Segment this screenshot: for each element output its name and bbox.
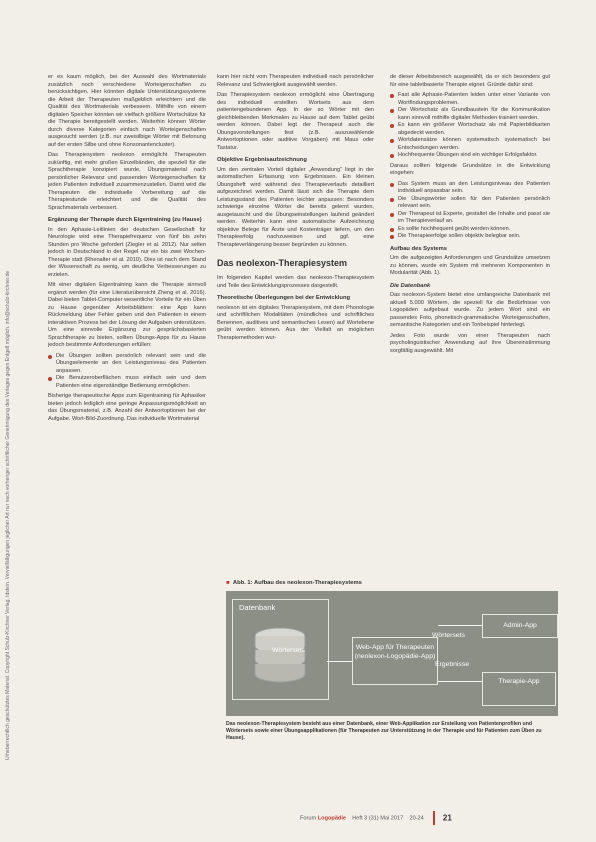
figure-caption: Das neolexon-Therapiesystem besteht aus einer Datenbank, einer Web-Applikation zur Erstellung von Patientenprofilen und Wörtersets sowie einer Übungsapplikationen (für Therapeuten zur Unterstützung in der Therapie und für Patienten zum Üben zu Hause). <box>226 721 542 741</box>
paragraph: Jedes Foto wurde von einer Therapeuten nach psycholinguistischer Anwendung auf ihre Übereinstimmung sorgfältig ausgewählt. Mit <box>390 332 550 354</box>
list-item: Es kann ein größerer Wortschatz als mit Papierbildkarten abgedeckt werden. <box>390 122 550 137</box>
paragraph: Bisherige therapeutische Apps zum Eigentraining für Aphasiker bieten jedoch lediglich eine geringe Anpassungsmöglichkeit an das Übungsmaterial, z.B. Anzahl der Antwortoptionen bei der Aufgabe. Wort-Bild-Zuordnung. Das individuelle Wortmaterial <box>48 393 206 422</box>
list-item: Der Therapeut ist Experte, gestaltet die Inhalte und passt sie im Therapieverlauf an. <box>390 211 550 226</box>
database-label: Datenbank <box>239 603 276 612</box>
paragraph: de dieser Arbeitsbereich ausgewählt, da er sich besonders gut für eine tabletbasierte Therapie eignet. Gründe dafür sind: <box>390 74 550 88</box>
list-item: Es sollte hochfrequent geübt werden können. <box>390 226 550 234</box>
journal-logo: Logopädie <box>317 815 347 822</box>
wordsets-left-label: Wörtersets <box>272 647 305 654</box>
figure-marker-icon: ■ <box>226 580 230 586</box>
list-item: Die Therapieerfolge sollen objektiv belegbar sein. <box>390 233 550 241</box>
section-heading: Ergänzung der Therapie durch Eigentraining (zu Hause) <box>48 217 202 223</box>
requirements-list <box>48 353 206 391</box>
paragraph: neolexon ist ein digitales Therapiesystem, mit dem Phonologie und schriftlichen Modalitäten (mündliches und schriftliches Benennen, auditives und semantisches Lesen) auf Wortebene geübt werden können. Aus der Vielfalt an möglichen Therapiemethoden wur- <box>217 304 374 341</box>
bullet-icon <box>390 94 394 98</box>
paragraph: kann hier nicht vom Therapeuten individuell nach persönlicher Relevanz und Schwierigkeit ausgewählt werden. <box>217 74 374 88</box>
text-column-1 <box>48 74 206 426</box>
list-item: Der Wortschatz als Grundbaustein für die Kommunikation kann sinnvoll mithilfe digitaler Methoden trainiert werden. <box>390 107 550 122</box>
bullet-icon <box>48 377 52 381</box>
text-column-3 <box>390 74 550 358</box>
paragraph: In den Aphasie-Leitlinien der deutschen Gesellschaft für Neurologie wird eine Therapiefrequenz von fünf bis zehn Stunden pro Woche gefordert (Ziegler et al. 2012). Nur selten jedoch in Deutschland in der Regel nur ein bis zwei Wochen-Therapie statt (Rhenalter et al. 2010). Dies ist nach dem Stand der Wissenschaft zu wenig, um deutliche Verbesserungen zu erzielen. <box>48 226 206 278</box>
journal-prefix: Forum <box>300 815 317 822</box>
reasons-list <box>390 92 550 160</box>
paragraph: Das Therapiesystem neolexon ermöglicht Therapeuten zukünftig, mit mehr großen Einzelbänden, die speziell für die Sprachtherapie konzipiert wurde, Übungsmaterial nach persönlicher Relevanz und passenden Worteigenschaften für jeden Patienten individuell zusammenzustellen. Damit wird die Therapeuten die individuelle Vorbereitung auf die Therapiestunde erleichtert und die Qualität des Sprachmaterials verbessert. <box>48 152 206 211</box>
figure-title: ■ Abb. 1: Aufbau des neolexon-Therapiesystems <box>226 580 362 586</box>
section-heading: Theoretische Überlegungen bei der Entwicklung <box>217 295 351 301</box>
admin-app-box: Admin-App <box>482 614 558 638</box>
subsection-heading: Die Datenbank <box>390 282 431 289</box>
list-item: Fast alle Aphasie-Patienten leiden unter einer Variante von Wortfindungsproblemen. <box>390 92 550 107</box>
therapy-app-box: Therapie-App <box>482 672 556 706</box>
paragraph: Um den zentralen Vorteil digitaler „Anwendung“ liegt in der automatischen Erfassung von Ergebnissen. Ein kleinen Übungsheft wird während des Therapieverlaufs detailliert aufgezeichnet werden. Damit lässt sich die Therapie dem Leistungsstand des Patienten leichter anpassen: Besonders schwierige einzelne Wörter die bereits gelernt wurden, ausgetauscht und die Übungseinstellungen laufend geändert werden. Weiterhin kann eine automatische Aufzeichnung objektive Belege für Ärzte und Kostenträger liefern, um den Therapieerfolg nachzuweisen und ggf. eine Therapieverlängerung besser begründen zu können. <box>217 166 374 248</box>
paragraph: Daraus sollten folgende Grundsätze in die Entwicklung eingehen: <box>390 162 550 176</box>
connector-web-admin <box>438 625 482 626</box>
list-item: Wortdatensätze können systematisch systematisch bei Entscheidungen werden. <box>390 137 550 152</box>
text-column-2 <box>217 74 374 345</box>
list-item: Die Benutzeroberflächen muss einfach sein und dem Patienten eine eigenständige Bedienung ermöglichen. <box>48 375 206 390</box>
bullet-icon <box>390 124 394 128</box>
bullet-icon <box>390 235 394 239</box>
paragraph: Mit einer digitalen Eigentraining kann die Therapie sinnvoll ergänzt werden (für eine Literaturübersicht Zheng et al. 2016). Dabei bieten Tablet-Computer wesentliche Vorteile für ein Üben zu Hause gegenüber Arbeitsblättern: eine App kann Rückmeldung über Fehler geben und den Patienten in einem interaktiven Prozess bei der Lösung der Aufgaben unterstützen. Um eine sinnvolle Ergänzung zur gesprächsbasierten Sprachtherapie zu bieten, sollten Übungs-Apps für zu Hause jedoch bestimmte Anforderungen erfüllen: <box>48 282 206 348</box>
system-diagram <box>226 591 558 716</box>
bullet-icon <box>390 139 394 143</box>
footer-divider <box>433 811 435 825</box>
list-item: Hochfrequente Übungen sind ein wichtiger Erfolgsfaktor. <box>390 152 550 160</box>
paragraph: Das neolexon-System bietet eine umfangreiche Datenbank mit aktuell 5.000 Wörtern, die speziell für die Bedürfnisse von Logopäden aufgebaut wurde. Zu jedem Wort sind ein passendes Foto, phonetisch-grammatische Worteigenschaften, semantische Kategorien und ein Tonbeispiel hinterlegt. <box>390 292 550 328</box>
paragraph: er es kaum möglich, bei der Auswahl des Wortmaterials zusätzlich noch verschiedene Worteigenschaften zu berücksichtigen. Hier könnten digitale Unterstützungssysteme die Arbeit der Therapeuten maßgeblich erleichtern und die Qualität des Wortmaterials verbessern. Mithilfe von einem digitalen Speicher könnten wir vielfach größere Wortschätze für die Therapie bereitgestellt werden. Weiterhin können Wörter durch diverse Kategorien einfach nach Worteigenschaften ausgesucht werden (z.B. nur zweisilbige Wörter mit Betonung auf der ersten Silbe und ohne Konsonantencluster). <box>48 74 206 148</box>
bullet-icon <box>390 228 394 232</box>
paragraph: Das Therapiesystem neolexon ermöglicht eine Übertragung des individuell erstellten Wortsets aus dem patientengebundenen App. In der so Wörter mit den gleichbleibenden Merkmalen zu Hause auf dem Tablet geübt werden können. Dabei legt der Therapeut auch die Übungsvorstellungen fest (z.B. auszuwählende Antwortoptionen oder auditive Vorgaben) mit Maus oder Tastatur. <box>217 92 374 151</box>
bullet-icon <box>390 109 394 113</box>
issue-info: Heft 3 (31) Mai 2017 <box>352 815 404 822</box>
bullet-icon <box>390 213 394 217</box>
section-heading: Objektive Ergebnisaufzeichnung <box>217 157 307 163</box>
page-range: 20-24 <box>409 815 424 822</box>
bullet-icon <box>48 355 52 359</box>
page-footer <box>300 811 550 825</box>
connector-web-therapy <box>438 681 482 682</box>
bullet-icon <box>390 154 394 158</box>
chapter-heading: Das neolexon-Therapiesystem <box>217 258 348 268</box>
connector-db-web <box>327 661 352 662</box>
bullet-icon <box>390 198 394 202</box>
copyright-side-note: Urheberrechtlich geschütztes Material. Copyright Schulz-Kirchner Verlag, Idstein. Vervielfältigungen jeglicher Art nur nach vorheriger schriftlicher Genehmigung des Verlages gegen Entgelt möglich. info@schulz-kirchner.de <box>5 270 11 760</box>
principles-list <box>390 181 550 241</box>
paragraph: Im folgenden Kapitel werden das neolexon-Therapiesystem und Teile des Entwicklungsprozesses dargestellt. <box>217 275 374 289</box>
paragraph: Um die aufgezeigten Anforderungen und Grundsätze umsetzen zu können, wurde ein System mit mehreren Komponenten in Modularität (Abb. 1). <box>390 255 550 276</box>
bullet-icon <box>390 183 394 187</box>
section-heading: Aufbau des Systems <box>390 245 448 252</box>
list-item: Das System muss an den Leistungsniveau des Patienten individuell anpassbar sein. <box>390 181 550 196</box>
wordsets-right-label: Wörtersets <box>432 632 465 639</box>
list-item: Die Übungswörter sollen für den Patienten persönlich relevant sein. <box>390 196 550 211</box>
list-item: Die Übungen sollten persönlich relevant sein und die Übungselemente an den Leistungsniveau des Patienten anpassen. <box>48 353 206 376</box>
database-icon <box>245 622 315 692</box>
results-label: Ergebnisse <box>435 661 470 668</box>
page-number: 21 <box>442 813 452 823</box>
web-app-box: Web-App für Therapeuten (neolexon-Logopädie-App) <box>352 637 438 685</box>
